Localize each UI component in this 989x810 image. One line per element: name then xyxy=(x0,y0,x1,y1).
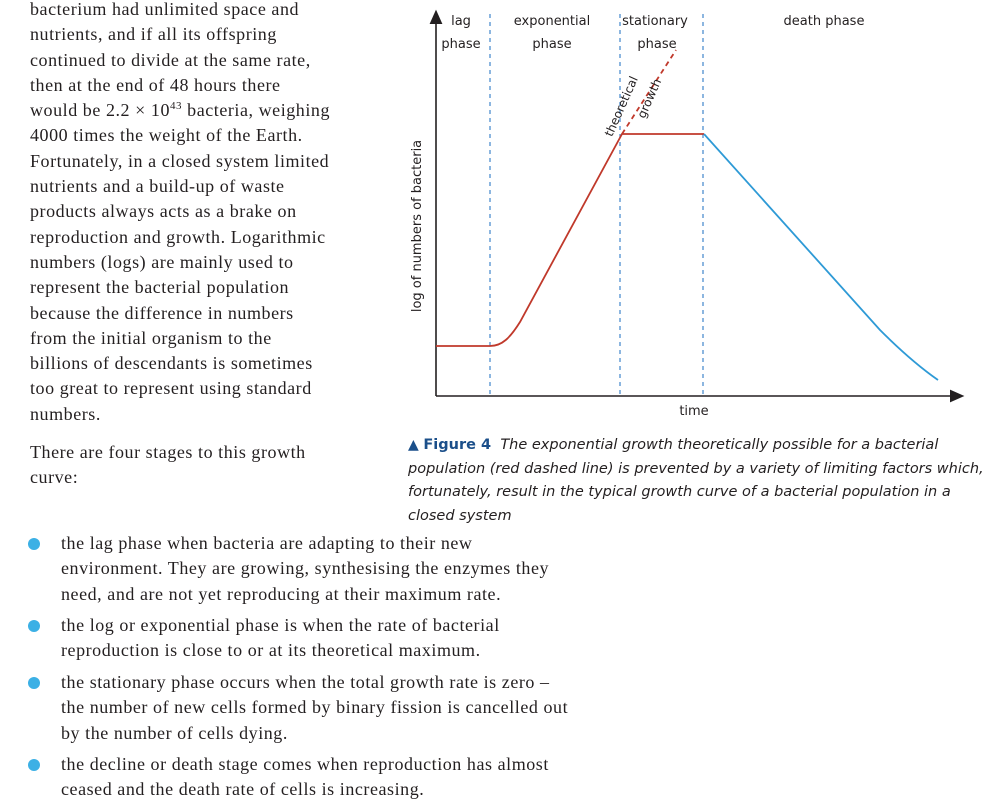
intro-line: then at the end of 48 hours there xyxy=(30,74,281,95)
intro-line: too great to represent using standard xyxy=(30,378,312,399)
stages-intro-paragraph xyxy=(30,440,400,491)
figure-label: Figure 4 xyxy=(423,437,492,453)
bullet-line: the log or exponential phase is when the rate of bacterial xyxy=(61,615,500,635)
bullet-icon xyxy=(28,759,40,771)
y-axis-label: log of numbers of bacteria xyxy=(410,139,425,313)
stationary-phase-label: stationary xyxy=(622,14,688,29)
bullet-line: the number of new cells formed by binary fission is cancelled out xyxy=(61,697,569,718)
intro-line: nutrients and a build-up of waste xyxy=(30,176,285,197)
death-curve xyxy=(704,134,938,380)
intro-line: from the initial organism to the xyxy=(30,327,272,348)
intro-line: because the difference in numbers xyxy=(30,302,294,323)
intro-line: numbers (logs) are mainly used to xyxy=(30,251,294,272)
intro-text-post: bacteria, weighing xyxy=(182,100,331,121)
exponential-phase-label: exponential xyxy=(513,14,591,29)
death-phase-label: death phase xyxy=(783,14,865,29)
x-axis-label: time xyxy=(679,404,709,419)
bullet-line: reproduction is close to or at its theoretical maximum. xyxy=(61,640,481,661)
bullet-text xyxy=(61,531,549,607)
intro-line: Fortunately, in a closed system limited xyxy=(30,150,330,171)
bullet-line: environment. They are growing, synthesising the enzymes they xyxy=(61,558,550,579)
stages-intro-line: There are four stages to this growth xyxy=(30,442,306,462)
intro-line: nutrients, and if all its offspring xyxy=(30,24,277,45)
caption-text: The exponential growth theoretically possible for a bacterial xyxy=(500,437,939,453)
intro-line: products always acts as a brake on xyxy=(30,201,297,222)
stationary-phase-label: phase xyxy=(637,37,677,52)
intro-line: reproduction and growth. Logarithmic xyxy=(30,226,326,247)
bullet-text xyxy=(61,670,568,746)
exponential-phase-label: phase xyxy=(532,37,572,52)
bullet-text xyxy=(61,752,549,803)
intro-line: continued to divide at the same rate, xyxy=(30,49,311,70)
caption-line: population (red dashed line) is prevented by a variety of limiting factors which, xyxy=(408,460,984,477)
bullet-line: the stationary phase occurs when the total growth rate is zero – xyxy=(61,672,550,692)
bullet-icon xyxy=(28,538,40,550)
stages-intro-line: curve: xyxy=(30,467,79,488)
intro-line: numbers. xyxy=(30,403,101,424)
caption-line: fortunately, result in the typical growth curve of a bacterial population in a xyxy=(408,484,951,500)
bullet-line: the lag phase when bacteria are adapting to their new xyxy=(61,533,473,553)
caption-line: closed system xyxy=(408,507,512,524)
intro-text-pre: would be 2.2 × 10 xyxy=(30,100,170,121)
intro-line: 4000 times the weight of the Earth. xyxy=(30,125,303,146)
bullet-line: by the number of cells dying. xyxy=(61,722,288,743)
lag-phase-label: lag xyxy=(451,14,471,29)
exponent: 43 xyxy=(170,100,183,113)
theoretical-growth-label: theoretical xyxy=(601,74,641,139)
bullet-line: ceased and the death rate of cells is increasing. xyxy=(61,779,425,800)
intro-line: billions of descendants is sometimes xyxy=(30,353,313,374)
intro-line: bacterium had unlimited space and xyxy=(30,0,300,19)
bullet-line: need, and are not yet reproducing at their maximum rate. xyxy=(61,583,502,604)
bullet-line: the decline or death stage comes when reproduction has almost xyxy=(61,754,549,774)
bullet-text xyxy=(61,613,500,664)
bullet-icon xyxy=(28,620,40,632)
theoretical-growth-label: growth xyxy=(634,76,665,121)
growth-curve xyxy=(436,134,704,346)
figure-triangle-icon: ▲ xyxy=(408,437,419,453)
caption-line xyxy=(408,434,978,458)
bullet-icon xyxy=(28,677,40,689)
intro-line: represent the bacterial population xyxy=(30,277,290,298)
lag-phase-label: phase xyxy=(441,37,481,52)
figure-caption xyxy=(408,434,984,528)
